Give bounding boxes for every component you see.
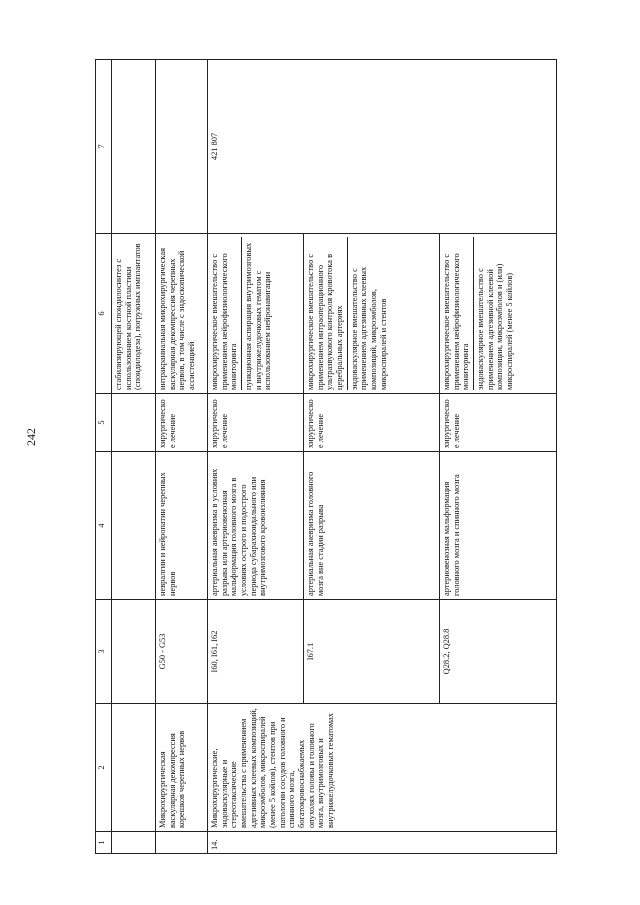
col-header-5: 5 xyxy=(96,394,112,452)
price: 421 807 xyxy=(208,60,557,234)
col-header-2: 2 xyxy=(96,704,112,832)
treatment-type: хирургическое лечение xyxy=(304,394,440,452)
patient-model: артериальная аневризма головного мозга вне стадии разрыва xyxy=(304,452,440,600)
page-number: 242 xyxy=(24,428,38,446)
method-item: микрохирургическое вмешательство с применением нейрофизиологического мониторинга xyxy=(210,237,242,390)
methods-cell xyxy=(208,234,304,394)
col-header-4: 4 xyxy=(96,452,112,600)
procedure-name: Микрохирургические, эндоваскулярные и стереотаксические вмешательства с применением адгезивных клеевых композиций, микроэмболов, микроспиралей (менее 5 койлов), стентов при патологии сосудов головного и спинного мозга, богатокровоснабжаемых опухолях головы и головного мозга, внутримозговых и внутрижелудочковых гематомах xyxy=(208,704,557,832)
treatment-type: хирургическое лечение xyxy=(156,394,208,452)
treatment-type: хирургическое лечение xyxy=(208,394,304,452)
icd-code: G50 - G53 xyxy=(156,600,208,704)
col-header-6: 6 xyxy=(96,234,112,394)
procedure-name: Микрохирургическая васкулярная декомпрессия корешков черепных нервов xyxy=(156,704,208,832)
table-row xyxy=(208,60,304,854)
table-rotated xyxy=(95,60,557,854)
header-row xyxy=(96,60,112,854)
icd-code: I60, I61, I62 xyxy=(208,600,304,704)
methods-cell: интракраниальная микрохирургическая васкулярная декомпрессия черепных нервов, в том числе с эндоскопической ассистенцией xyxy=(156,234,208,394)
col-header-7: 7 xyxy=(96,60,112,234)
method-item: микрохирургическое вмешательство с применением нейрофизиологического мониторинга xyxy=(442,237,474,390)
method-item: эндоваскулярное вмешательство с применением адгезивной клеевой композиции, микроэмболов и (или) микроспиралей (менее 5 койлов) xyxy=(475,263,514,390)
methods-cell xyxy=(304,234,440,394)
row-number: 14. xyxy=(208,832,557,854)
method-item: микрохирургическое вмешательство с применением интраоперационного ультразвукового контроля кровотока в церебральных артериях xyxy=(306,237,348,390)
method-item: пункционная аспирация внутримозговых и внутрижелудочковых гематом с использованием нейронавигации xyxy=(243,242,273,390)
icd-code: I67.1 xyxy=(304,600,440,704)
icd-code: Q28.2, Q28.8 xyxy=(440,600,557,704)
treatment-type: хирургическое лечение xyxy=(440,394,557,452)
patient-model: невралгии и нейропатии черепных нервов xyxy=(156,452,208,600)
method-item: эндоваскулярное вмешательство с применением адгезивных клеевых композиций, микроэмболов, микроспиралей и стентов xyxy=(349,266,388,390)
col-header-3: 3 xyxy=(96,600,112,704)
table-row xyxy=(112,60,156,854)
methods-cell: стабилизирующей спондилосинтез с использованием костной пластики (спондилодеза), погружных имплантатов xyxy=(112,234,156,394)
patient-model: артериовенозная мальформация головного мозга и спинного мозга xyxy=(440,452,557,600)
patient-model: артериальная аневризма в условиях разрыва или артериовенозная мальформация головного мозга в условиях острого и подострого периода субарахноидального или внутримозгового кровоизлияния xyxy=(208,452,304,600)
procedures-table xyxy=(95,59,557,854)
table-row xyxy=(156,60,208,854)
col-header-1: 1 xyxy=(96,832,112,854)
methods-cell xyxy=(440,234,557,394)
